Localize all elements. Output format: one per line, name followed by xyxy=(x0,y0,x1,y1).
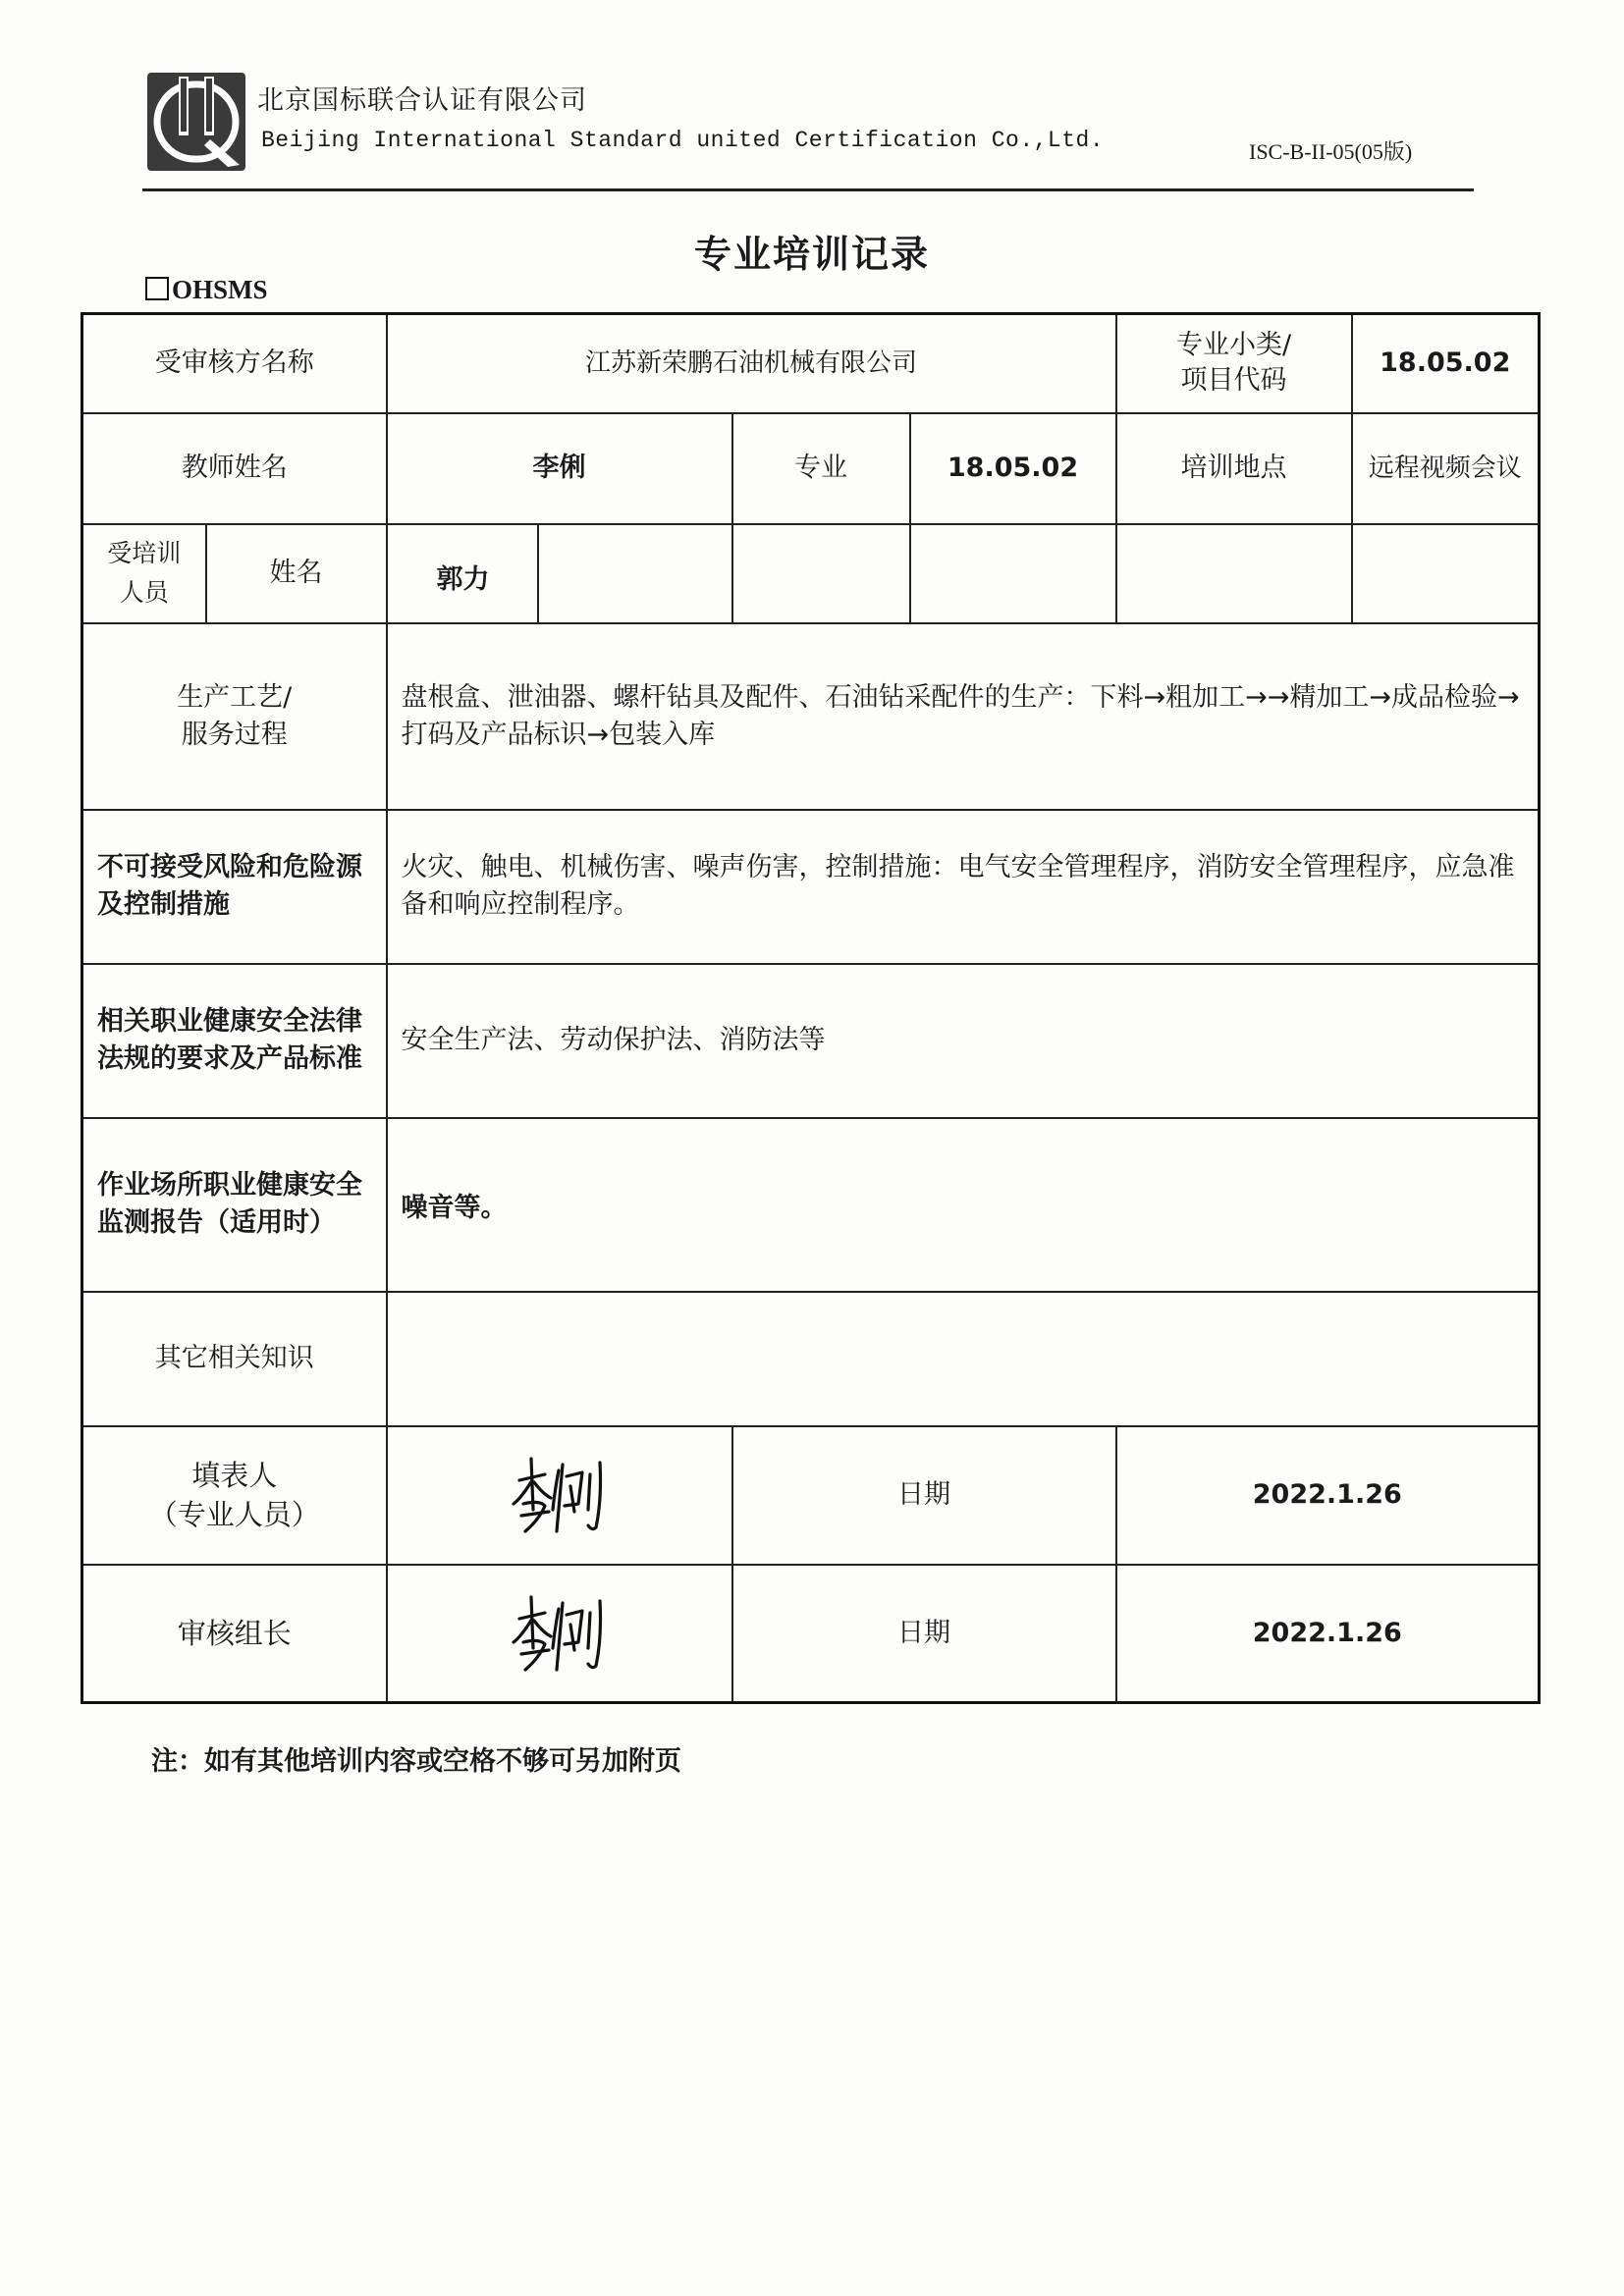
name-label: 姓名 xyxy=(206,524,387,623)
filler-label: 填表人 （专业人员） xyxy=(82,1426,387,1565)
table-row xyxy=(82,314,1540,413)
trainee-cell-empty xyxy=(910,524,1116,623)
subcategory-label-text: 专业小类/ 项目代码 xyxy=(1175,330,1292,397)
date-label-1: 日期 xyxy=(732,1426,1116,1565)
company-logo xyxy=(145,71,247,173)
trainee-cell-empty xyxy=(732,524,910,623)
process-value: 盘根盒、泄油器、螺杆钻具及配件、石油钻采配件的生产：下料→粗加工→→精加工→成品检验→打码及产品标识→包装入库 xyxy=(387,623,1540,810)
table-row xyxy=(82,1426,1540,1565)
teacher-value: 李俐 xyxy=(387,413,732,524)
auditee-label: 受审核方名称 xyxy=(82,314,387,413)
checkbox-icon[interactable] xyxy=(145,277,169,300)
trainee-cell-empty xyxy=(1352,524,1540,623)
risk-value: 火灾、触电、机械伤害、噪声伤害，控制措施：电气安全管理程序，消防安全管理程序，应急准备和响应控制程序。 xyxy=(387,810,1540,964)
footnote: 注：如有其他培训内容或空格不够可另加附页 xyxy=(151,1746,681,1777)
monitor-label: 作业场所职业健康安全监测报告（适用时） xyxy=(82,1118,387,1292)
trainee-cell-empty xyxy=(1116,524,1352,623)
filler-signature xyxy=(387,1426,732,1565)
teacher-label: 教师姓名 xyxy=(82,413,387,524)
table-row xyxy=(82,524,1540,623)
form-title: 专业培训记录 xyxy=(693,233,930,276)
table-row xyxy=(82,413,1540,524)
date-value-2: 2022.1.26 xyxy=(1116,1565,1540,1703)
document-code: ISC-B-II-05(05版) xyxy=(1249,139,1413,164)
leader-label: 审核组长 xyxy=(82,1565,387,1703)
specialty-label: 专业 xyxy=(732,413,910,524)
company-name-cn: 北京国标联合认证有限公司 xyxy=(257,85,587,116)
table-row xyxy=(82,964,1540,1118)
training-record-table xyxy=(81,312,1541,1704)
company-name-en: Beijing International Standard united Certification Co.,Ltd. xyxy=(261,128,1105,153)
trainee-name: 郭力 xyxy=(387,524,538,623)
trainee-cell-empty xyxy=(538,524,732,623)
table-row xyxy=(82,1565,1540,1703)
specialty-value: 18.05.02 xyxy=(910,413,1116,524)
table-row xyxy=(82,810,1540,964)
header-divider xyxy=(142,188,1474,191)
law-value: 安全生产法、劳动保护法、消防法等 xyxy=(387,964,1540,1118)
risk-label: 不可接受风险和危险源及控制措施 xyxy=(82,810,387,964)
subcategory-value: 18.05.02 xyxy=(1352,314,1540,413)
trainee-label: 受培训人员 xyxy=(82,524,206,623)
auditee-value: 江苏新荣鹏石油机械有限公司 xyxy=(387,314,1116,413)
monitor-value: 噪音等。 xyxy=(387,1118,1540,1292)
date-value-1: 2022.1.26 xyxy=(1116,1426,1540,1565)
date-label-2: 日期 xyxy=(732,1565,1116,1703)
table-row xyxy=(82,1292,1540,1426)
location-label: 培训地点 xyxy=(1116,413,1352,524)
location-value: 远程视频会议 xyxy=(1352,413,1540,524)
other-label: 其它相关知识 xyxy=(82,1292,387,1426)
leader-signature xyxy=(387,1565,732,1703)
signature-image xyxy=(506,1451,614,1539)
table-row xyxy=(82,1118,1540,1292)
law-label: 相关职业健康安全法律法规的要求及产品标准 xyxy=(82,964,387,1118)
subcategory-label xyxy=(1116,314,1352,413)
process-label: 生产工艺/ 服务过程 xyxy=(82,623,387,810)
system-label: OHSMS xyxy=(172,275,268,304)
other-value xyxy=(387,1292,1540,1426)
signature-image xyxy=(506,1589,614,1678)
system-checkbox[interactable] xyxy=(145,275,268,305)
table-row xyxy=(82,623,1540,810)
